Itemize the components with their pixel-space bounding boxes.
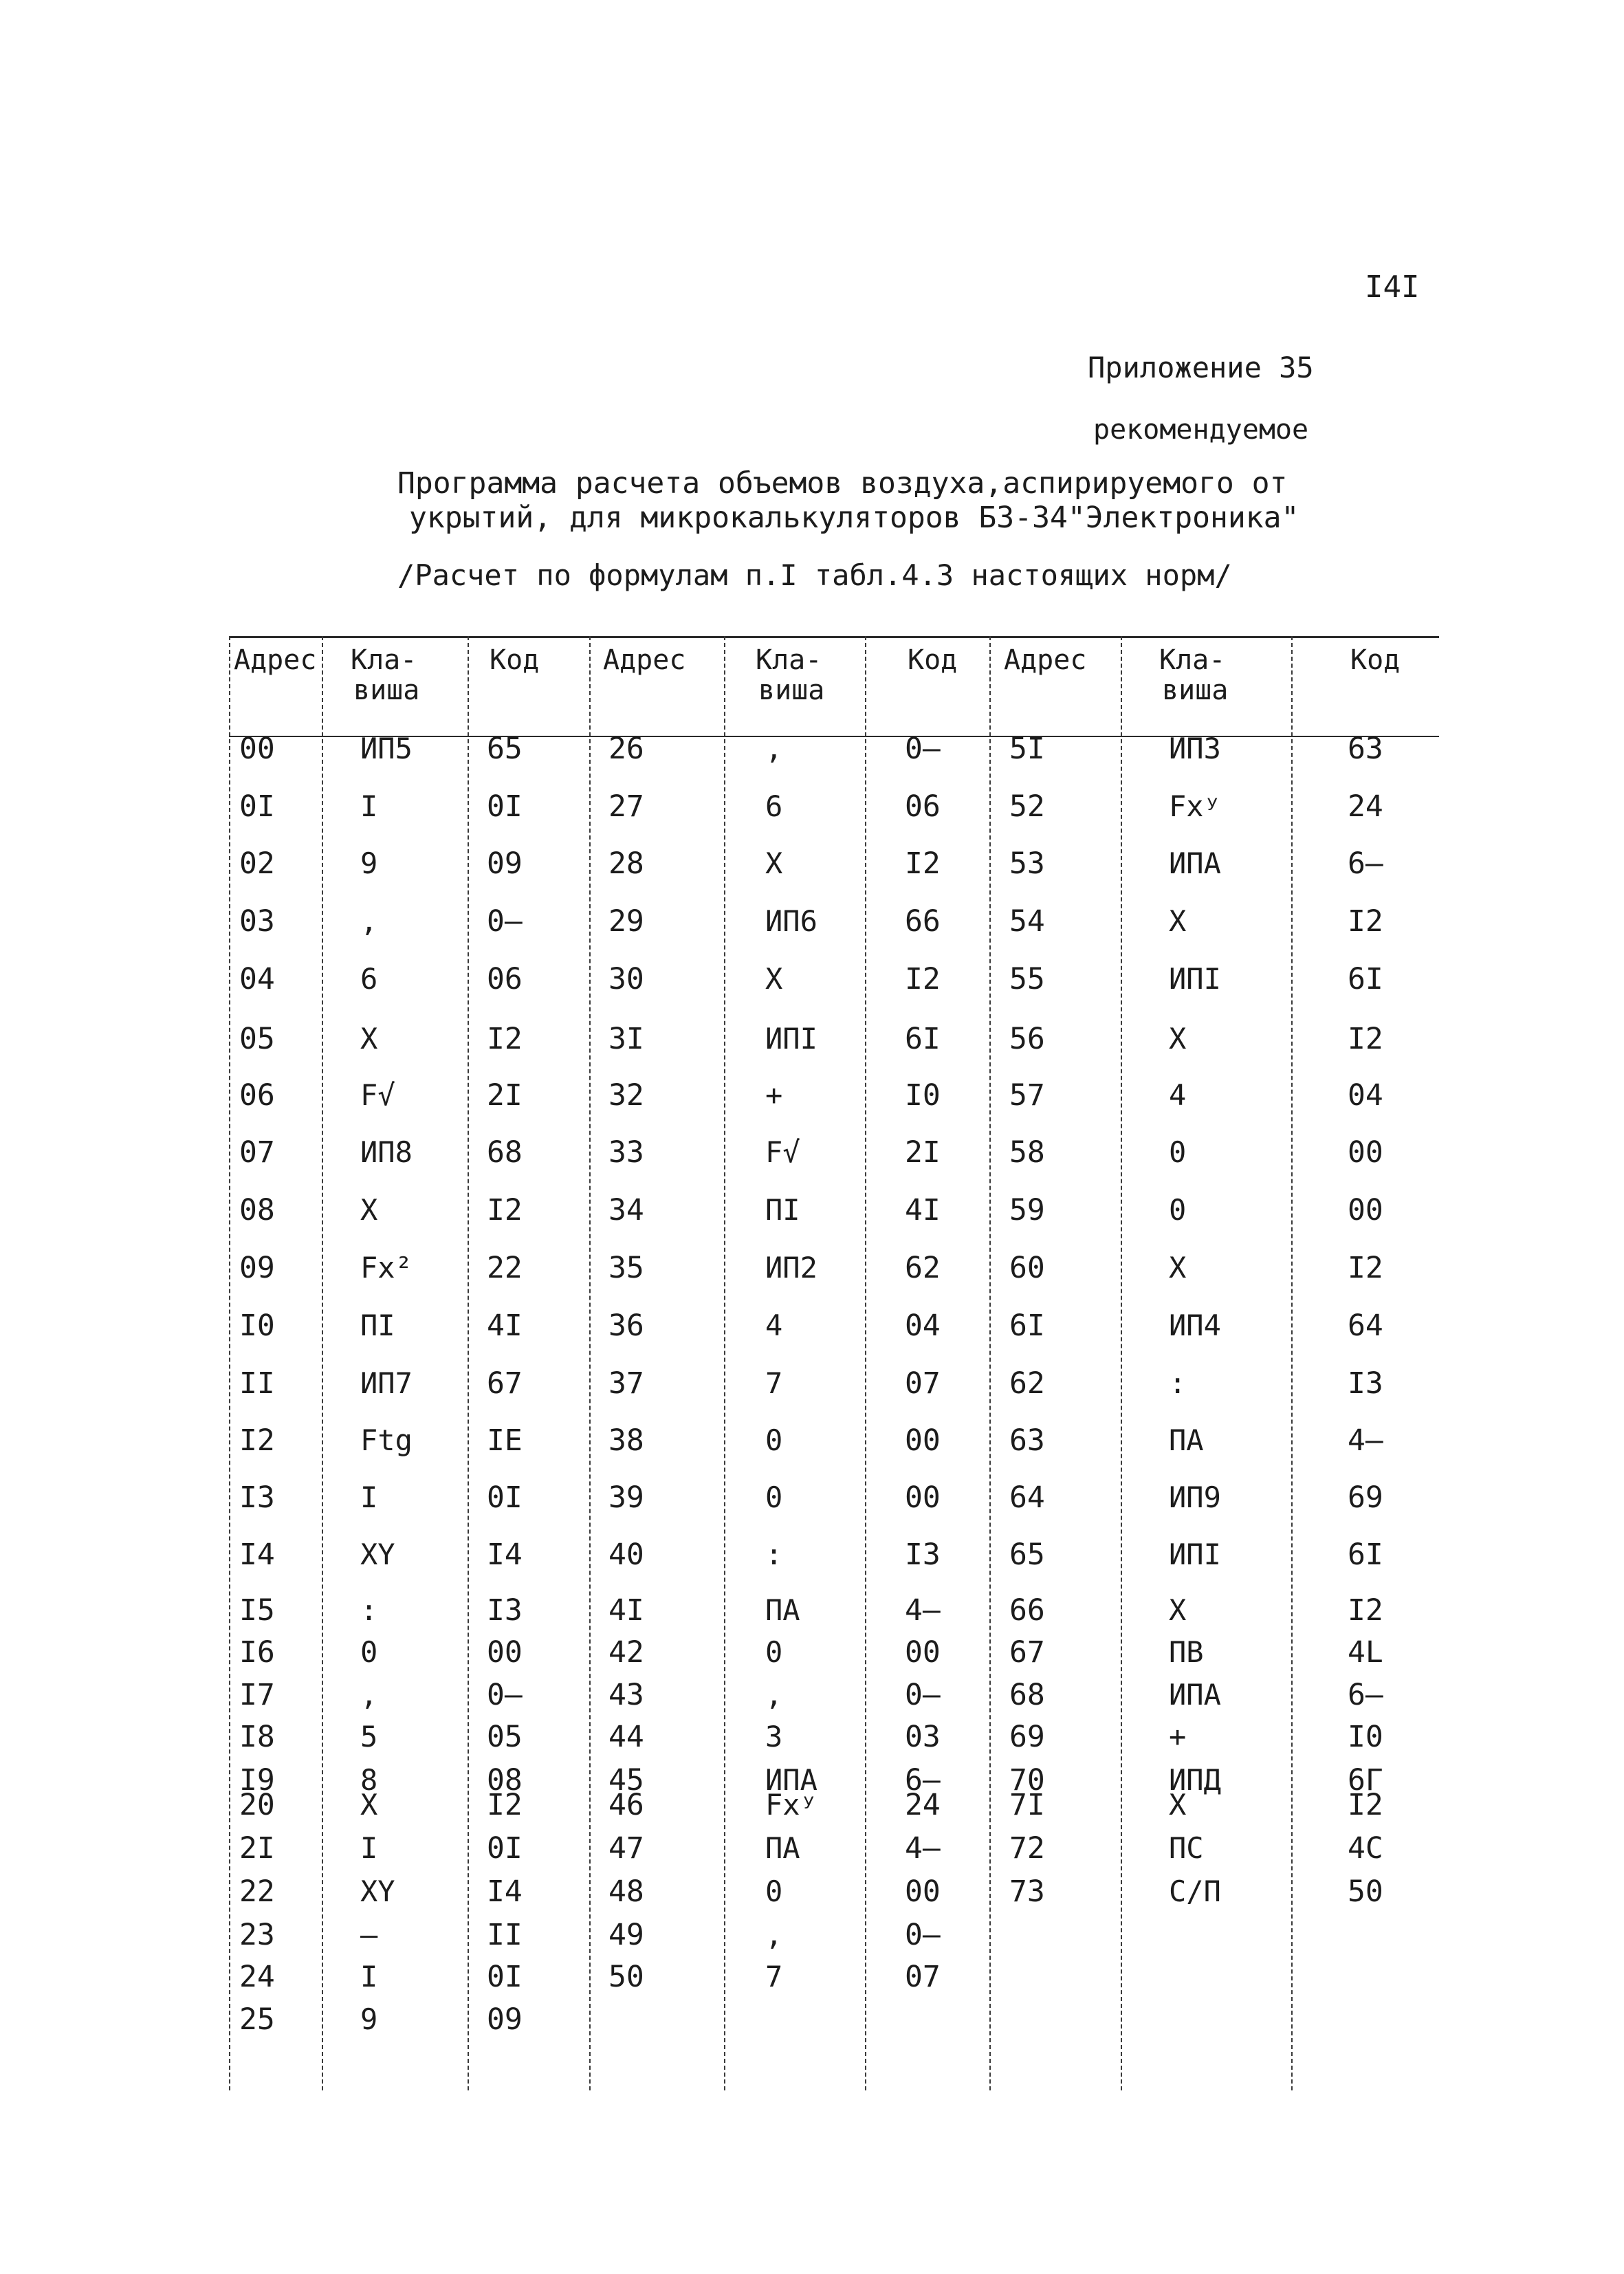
table-cell-address: 35 [608, 1251, 644, 1285]
table-cell-code: I0 [1348, 1720, 1383, 1754]
table-cell-key: XY [360, 1874, 395, 1908]
table-top-rule [229, 636, 1439, 638]
table-cell-address: 28 [608, 846, 644, 881]
table-cell-key: ИПА [1169, 846, 1221, 880]
table-cell-key: 5 [360, 1720, 378, 1753]
column-rule [1121, 636, 1122, 2090]
table-cell-key: Fx² [360, 1251, 413, 1284]
table-cell-address: I7 [239, 1678, 275, 1712]
table-cell-key: F√ [360, 1078, 395, 1112]
table-cell-code: I2 [1348, 904, 1383, 939]
table-cell-address: 57 [1009, 1078, 1045, 1113]
table-cell-key: ИП6 [765, 904, 818, 938]
table-cell-code: 08 [487, 1763, 523, 1797]
table-cell-code: 4L [1348, 1635, 1383, 1670]
table-cell-code: 00 [905, 1423, 941, 1458]
table-cell-address: 05 [239, 1022, 275, 1056]
table-cell-address: 7I [1009, 1788, 1045, 1822]
table-cell-code: 24 [1348, 789, 1383, 824]
table-cell-key: : [360, 1593, 378, 1627]
table-cell-address: I4 [239, 1538, 275, 1572]
table-cell-code: I2 [1348, 1022, 1383, 1056]
table-cell-address: 06 [239, 1078, 275, 1113]
table-cell-code: 50 [1348, 1874, 1383, 1909]
header-address: Адрес [234, 644, 317, 676]
table-cell-address: 2I [239, 1831, 275, 1866]
table-cell-code: 63 [1348, 732, 1383, 766]
table-cell-address: 38 [608, 1423, 644, 1458]
table-cell-code: IE [487, 1423, 523, 1458]
table-cell-key: I [360, 1960, 378, 1993]
table-cell-address: 42 [608, 1635, 644, 1670]
table-cell-key: X [1169, 1593, 1187, 1627]
table-cell-address: 56 [1009, 1022, 1045, 1056]
appendix-label: Приложение 35 [1088, 351, 1314, 384]
table-cell-address: 6I [1009, 1309, 1045, 1343]
table-cell-key: Fxʸ [765, 1788, 818, 1822]
table-cell-code: 4C [1348, 1831, 1383, 1866]
table-cell-code: 22 [487, 1251, 523, 1285]
table-cell-code: I0 [905, 1078, 941, 1113]
table-cell-address: 67 [1009, 1635, 1045, 1670]
table-cell-address: 70 [1009, 1763, 1045, 1797]
table-cell-address: 04 [239, 962, 275, 996]
table-cell-address: 54 [1009, 904, 1045, 939]
table-cell-address: 49 [608, 1918, 644, 1952]
column-rule [1291, 636, 1293, 2090]
table-cell-key: XY [360, 1538, 395, 1571]
table-cell-address: 22 [239, 1874, 275, 1909]
table-cell-code: 07 [905, 1960, 941, 1994]
table-cell-code: I4 [487, 1538, 523, 1572]
table-cell-key: 4 [765, 1309, 783, 1342]
table-cell-address: I3 [239, 1480, 275, 1515]
table-cell-code: 0– [905, 1918, 941, 1952]
table-cell-key: ИПД [1169, 1763, 1221, 1797]
table-cell-key: , [765, 732, 783, 765]
table-cell-code: 0– [487, 904, 523, 939]
table-cell-code: 2I [487, 1078, 523, 1113]
table-cell-address: 39 [608, 1480, 644, 1515]
column-rule [468, 636, 469, 2090]
table-cell-key: 3 [765, 1720, 783, 1753]
table-cell-address: 62 [1009, 1366, 1045, 1401]
table-cell-code: 6– [1348, 846, 1383, 881]
table-cell-code: 00 [905, 1874, 941, 1909]
table-cell-code: 67 [487, 1366, 523, 1401]
table-cell-code: I4 [487, 1874, 523, 1909]
table-cell-key: 9 [360, 2002, 378, 2036]
header-key: Кла- [756, 644, 822, 676]
table-cell-code: 03 [905, 1720, 941, 1754]
document-title-line2: укрытий, для микрокалькуляторов Б3-34"Электроника" [409, 501, 1299, 535]
table-cell-address: I6 [239, 1635, 275, 1670]
table-cell-code: II [487, 1918, 523, 1952]
table-cell-address: 45 [608, 1763, 644, 1797]
document-subtitle: /Расчет по формулам п.I табл.4.3 настоящих норм/ [397, 558, 1232, 592]
table-cell-key: ИП5 [360, 732, 413, 765]
table-cell-code: 66 [905, 904, 941, 939]
table-cell-key: ПА [765, 1831, 800, 1865]
table-cell-key: 7 [765, 1366, 783, 1400]
table-cell-code: 06 [905, 789, 941, 824]
table-cell-key: + [765, 1078, 783, 1112]
table-cell-code: 6– [905, 1763, 941, 1797]
table-cell-key: ПА [765, 1593, 800, 1627]
table-cell-code: 04 [1348, 1078, 1383, 1113]
table-cell-address: 58 [1009, 1135, 1045, 1170]
table-cell-address: II [239, 1366, 275, 1401]
table-cell-key: : [765, 1538, 783, 1571]
table-cell-address: 03 [239, 904, 275, 939]
table-cell-code: 68 [487, 1135, 523, 1170]
table-cell-address: 29 [608, 904, 644, 939]
table-cell-address: 63 [1009, 1423, 1045, 1458]
table-cell-address: 32 [608, 1078, 644, 1113]
table-cell-code: 6– [1348, 1678, 1383, 1712]
table-cell-address: I5 [239, 1593, 275, 1628]
table-cell-address: 20 [239, 1788, 275, 1822]
table-cell-key: 0 [765, 1480, 783, 1514]
table-cell-code: 4– [905, 1831, 941, 1866]
table-cell-code: 04 [905, 1309, 941, 1343]
table-cell-key: 6 [360, 962, 378, 996]
table-cell-code: 0I [487, 1480, 523, 1515]
table-cell-address: 68 [1009, 1678, 1045, 1712]
table-cell-key: F√ [765, 1135, 800, 1169]
column-rule [322, 636, 323, 2090]
table-cell-key: ПА [1169, 1423, 1204, 1457]
table-cell-code: 2I [905, 1135, 941, 1170]
table-cell-address: 50 [608, 1960, 644, 1994]
table-cell-key: ПI [360, 1309, 395, 1342]
table-cell-key: ИП9 [1169, 1480, 1221, 1514]
document-title-line1: Программа расчета объемов воздуха,аспирируемого от [397, 466, 1288, 501]
table-cell-key: ИПА [1169, 1678, 1221, 1712]
table-cell-code: 4I [487, 1309, 523, 1343]
table-cell-key: 6 [765, 789, 783, 823]
table-cell-address: 36 [608, 1309, 644, 1343]
table-cell-key: 9 [360, 846, 378, 880]
table-cell-address: 24 [239, 1960, 275, 1994]
table-cell-key: I [360, 789, 378, 823]
table-cell-key: ПС [1169, 1831, 1204, 1865]
table-cell-key: 0 [360, 1635, 378, 1669]
table-cell-address: 34 [608, 1193, 644, 1227]
table-cell-key: ПВ [1169, 1635, 1204, 1669]
table-cell-address: 44 [608, 1720, 644, 1754]
header-key: Кла- [351, 644, 417, 676]
table-cell-code: I2 [487, 1193, 523, 1227]
table-cell-address: 23 [239, 1918, 275, 1952]
table-cell-code: 09 [487, 2002, 523, 2037]
table-cell-key: X [360, 1788, 378, 1822]
table-cell-code: I3 [1348, 1366, 1383, 1401]
table-cell-address: 26 [608, 732, 644, 766]
table-cell-code: I2 [1348, 1593, 1383, 1628]
page-number: I4I [1365, 270, 1420, 305]
table-cell-key: I [360, 1480, 378, 1514]
table-cell-code: I2 [1348, 1251, 1383, 1285]
table-cell-key: ИП4 [1169, 1309, 1221, 1342]
table-cell-address: 07 [239, 1135, 275, 1170]
table-cell-key: 7 [765, 1960, 783, 1993]
header-address: Адрес [603, 644, 686, 676]
table-cell-code: 62 [905, 1251, 941, 1285]
table-cell-address: 27 [608, 789, 644, 824]
table-cell-key: X [360, 1193, 378, 1227]
table-cell-address: 73 [1009, 1874, 1045, 1909]
table-cell-key: X [765, 846, 783, 880]
table-cell-key: 0 [1169, 1193, 1187, 1227]
table-cell-key: ИПI [1169, 962, 1221, 996]
table-cell-address: 53 [1009, 846, 1045, 881]
table-cell-key: X [765, 962, 783, 996]
table-cell-key: 0 [765, 1874, 783, 1908]
table-cell-key: Fxʸ [1169, 789, 1221, 823]
table-cell-code: 0– [905, 1678, 941, 1712]
table-cell-address: 0I [239, 789, 275, 824]
table-cell-key: X [1169, 1788, 1187, 1822]
table-cell-key: ИП7 [360, 1366, 413, 1400]
table-cell-key: ИПI [765, 1022, 818, 1056]
header-code: Код [908, 644, 958, 676]
table-cell-code: 0– [905, 732, 941, 766]
table-cell-code: I2 [1348, 1788, 1383, 1822]
table-cell-code: 00 [1348, 1193, 1383, 1227]
table-cell-key: , [360, 904, 378, 938]
table-cell-key: , [360, 1678, 378, 1712]
table-cell-code: 69 [1348, 1480, 1383, 1515]
table-cell-key: 4 [1169, 1078, 1187, 1112]
table-cell-code: 6I [905, 1022, 941, 1056]
column-rule [589, 636, 591, 2090]
table-cell-code: 00 [1348, 1135, 1383, 1170]
table-cell-address: 4I [608, 1593, 644, 1628]
table-cell-key: X [1169, 1022, 1187, 1056]
table-cell-address: 37 [608, 1366, 644, 1401]
table-cell-address: 02 [239, 846, 275, 881]
table-cell-code: 4– [905, 1593, 941, 1628]
table-cell-code: 05 [487, 1720, 523, 1754]
table-cell-address: 66 [1009, 1593, 1045, 1628]
table-cell-address: 47 [608, 1831, 644, 1866]
table-cell-key: ИПА [765, 1763, 818, 1797]
table-cell-address: 60 [1009, 1251, 1045, 1285]
table-cell-code: 65 [487, 732, 523, 766]
table-cell-key: X [1169, 1251, 1187, 1284]
table-cell-code: 0I [487, 1831, 523, 1866]
table-cell-address: 25 [239, 2002, 275, 2037]
table-cell-address: 3I [608, 1022, 644, 1056]
table-cell-code: 0– [487, 1678, 523, 1712]
column-rule [989, 636, 991, 2090]
table-cell-key: X [360, 1022, 378, 1056]
column-rule [865, 636, 866, 2090]
table-cell-address: 64 [1009, 1480, 1045, 1515]
table-cell-code: 0I [487, 789, 523, 824]
table-cell-address: I9 [239, 1763, 275, 1797]
table-cell-key: , [765, 1918, 783, 1952]
table-cell-key: С/П [1169, 1874, 1221, 1908]
table-cell-address: 48 [608, 1874, 644, 1909]
table-cell-key: 0 [765, 1423, 783, 1457]
table-cell-key: 0 [1169, 1135, 1187, 1169]
table-cell-address: 33 [608, 1135, 644, 1170]
table-cell-address: 08 [239, 1193, 275, 1227]
table-cell-address: 40 [608, 1538, 644, 1572]
table-cell-code: 6Г [1348, 1763, 1383, 1797]
column-rule [724, 636, 725, 2090]
header-code: Код [490, 644, 540, 676]
table-cell-key: , [765, 1678, 783, 1712]
table-cell-key: ИПI [1169, 1538, 1221, 1571]
table-cell-code: 64 [1348, 1309, 1383, 1343]
table-cell-address: 00 [239, 732, 275, 766]
header-key: Кла- [1159, 644, 1226, 676]
table-cell-address: 69 [1009, 1720, 1045, 1754]
table-cell-code: 0I [487, 1960, 523, 1994]
table-cell-address: 65 [1009, 1538, 1045, 1572]
table-cell-address: 55 [1009, 962, 1045, 996]
table-cell-key: ИП8 [360, 1135, 413, 1169]
table-cell-key: – [360, 1918, 378, 1952]
table-cell-key: Ftg [360, 1423, 413, 1457]
table-cell-code: I2 [905, 846, 941, 881]
table-cell-key: 8 [360, 1763, 378, 1797]
table-cell-address: 30 [608, 962, 644, 996]
table-cell-code: 07 [905, 1366, 941, 1401]
table-cell-key: ИП3 [1169, 732, 1221, 765]
header-key: виша [1162, 675, 1229, 706]
table-cell-address: 43 [608, 1678, 644, 1712]
header-code: Код [1350, 644, 1401, 676]
table-cell-address: 5I [1009, 732, 1045, 766]
header-key: виша [758, 675, 825, 706]
table-cell-code: I3 [905, 1538, 941, 1572]
table-cell-code: I2 [905, 962, 941, 996]
table-cell-key: I [360, 1831, 378, 1865]
table-cell-key: : [1169, 1366, 1187, 1400]
table-cell-key: X [1169, 904, 1187, 938]
table-cell-code: 00 [487, 1635, 523, 1670]
table-cell-address: I8 [239, 1720, 275, 1754]
table-cell-address: I2 [239, 1423, 275, 1458]
table-cell-address: I0 [239, 1309, 275, 1343]
table-cell-code: 24 [905, 1788, 941, 1822]
table-cell-code: 06 [487, 962, 523, 996]
header-key: виша [353, 675, 420, 706]
table-cell-key: ПI [765, 1193, 800, 1227]
table-cell-code: I2 [487, 1788, 523, 1822]
table-cell-address: 59 [1009, 1193, 1045, 1227]
table-cell-code: I3 [487, 1593, 523, 1628]
table-cell-address: 46 [608, 1788, 644, 1822]
table-cell-code: 6I [1348, 962, 1383, 996]
table-cell-code: 09 [487, 846, 523, 881]
table-cell-code: 6I [1348, 1538, 1383, 1572]
table-cell-key: 0 [765, 1635, 783, 1669]
table-cell-code: 4I [905, 1193, 941, 1227]
table-cell-key: + [1169, 1720, 1187, 1753]
recommended-label: рекомендуемое [1093, 414, 1309, 446]
column-rule [229, 636, 230, 2090]
table-cell-key: ИП2 [765, 1251, 818, 1284]
table-cell-address: 09 [239, 1251, 275, 1285]
table-cell-code: 00 [905, 1635, 941, 1670]
table-cell-address: 72 [1009, 1831, 1045, 1866]
table-cell-address: 52 [1009, 789, 1045, 824]
header-address: Адрес [1004, 644, 1087, 676]
table-cell-code: 4– [1348, 1423, 1383, 1458]
table-cell-code: I2 [487, 1022, 523, 1056]
table-cell-code: 00 [905, 1480, 941, 1515]
